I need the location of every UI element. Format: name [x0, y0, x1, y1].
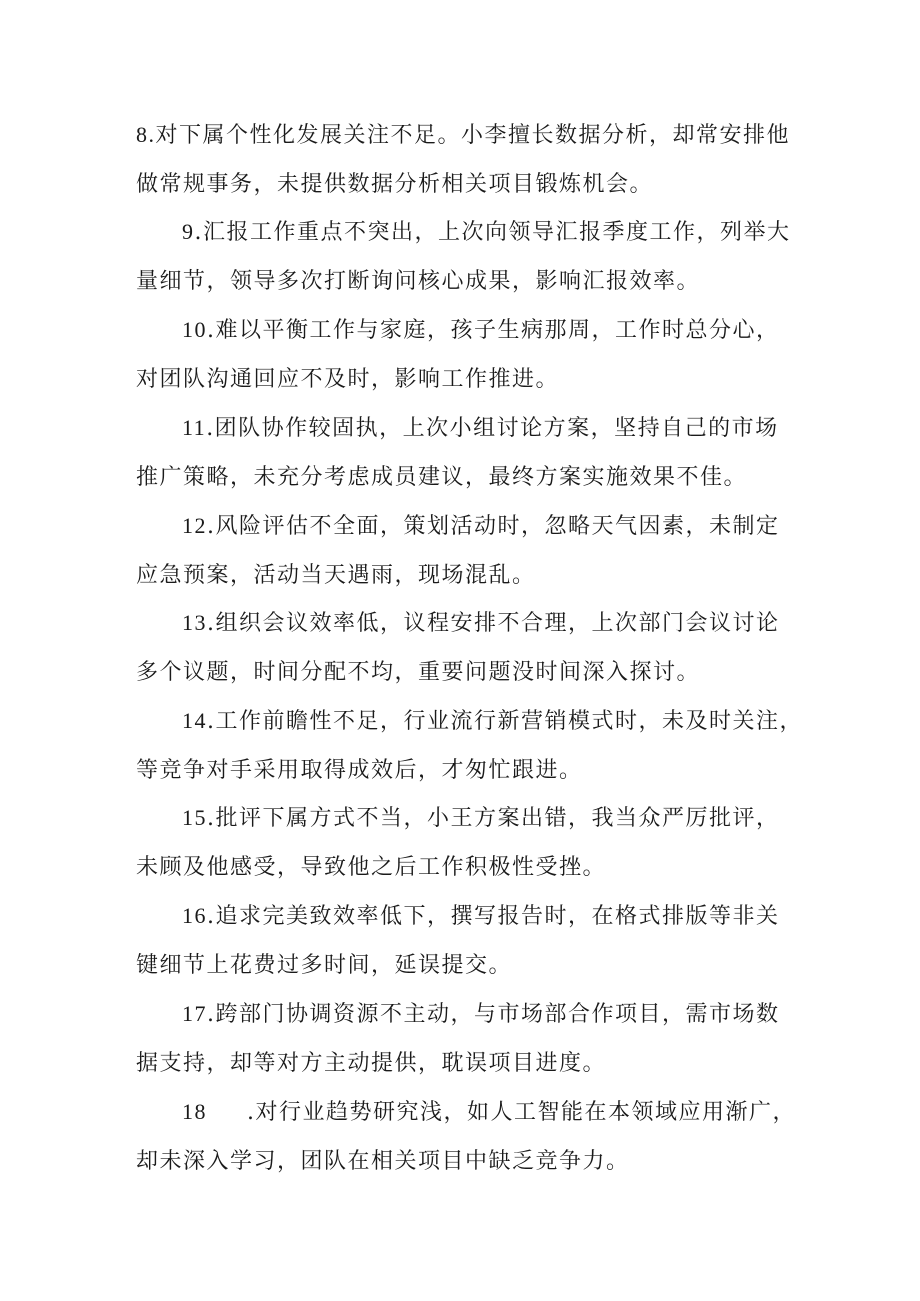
item-text: .风险评估不全面，策划活动时，忽略天气因素，未制定: [207, 514, 780, 539]
list-item-8-line-2: 做常规事务，未提供数据分析相关项目锻炼机会。: [136, 172, 654, 197]
item-text: .跨部门协调资源不主动，与市场部合作项目，需市场数: [207, 1002, 780, 1027]
list-item-14-line-2: 等竞争对手采用取得成效后，才匆忙跟进。: [136, 758, 583, 783]
item-number: 9: [182, 219, 195, 244]
item-number: 12: [182, 513, 207, 538]
item-text: .难以平衡工作与家庭，孩子生病那周，工作时总分心，: [207, 318, 780, 343]
list-item-16: [136, 891, 800, 990]
list-item-18: [136, 1087, 800, 1186]
list-item-9-line-2: 量细节，领导多次打断询问核心成果，影响汇报效率。: [136, 269, 701, 294]
list-item-11-line-2: 推广策略，未充分考虑成员建议，最终方案实施效果不佳。: [136, 465, 748, 490]
item-number: 17: [182, 1001, 207, 1026]
list-item-15-line-1: [136, 793, 800, 843]
item-text: .组织会议效率低，议程安排不合理，上次部门会议讨论: [207, 611, 780, 636]
item-text: .汇报工作重点不突出，上次向领导汇报季度工作，列举大: [194, 220, 791, 245]
list-item-16-line-2: 键细节上花费过多时间，延误提交。: [136, 953, 513, 978]
list-item-10-line-2: 对团队沟通回应不及时，影响工作推进。: [136, 367, 560, 392]
list-item-13-line-2: 多个议题，时间分配不均，重要问题没时间深入探讨。: [136, 660, 701, 685]
item-number: 13: [182, 610, 207, 635]
item-text: 对下属个性化发展关注不足。小李擅长数据分析，却常安排他: [155, 123, 791, 148]
item-number: 18: [182, 1099, 207, 1124]
list-item-8-line-1: [136, 110, 800, 160]
list-item-15: [136, 793, 800, 892]
item-number: 14: [182, 708, 207, 733]
list-item-13: [136, 598, 800, 697]
list-item-17-line-2: 据支持，却等对方主动提供，耽误项目进度。: [136, 1051, 607, 1076]
list-item-14-line-1: [136, 696, 803, 746]
item-number: 11: [182, 415, 207, 440]
item-text: .团队协作较固执，上次小组讨论方案，坚持自己的市场: [206, 416, 779, 441]
list-item-14: [136, 696, 803, 795]
list-item-15-line-2: 未顾及他感受，导致他之后工作积极性受挫。: [136, 855, 607, 880]
list-item-12-line-2: 应急预案，活动当天遇雨，现场混乱。: [136, 563, 536, 588]
item-number: 8.: [136, 122, 156, 147]
item-number: 16: [182, 903, 207, 928]
list-item-11: [136, 403, 800, 502]
list-item-18-line-1: [136, 1087, 800, 1137]
list-item-18-line-2: 却未深入学习，团队在相关项目中缺乏竞争力。: [136, 1149, 630, 1174]
list-item-9: [136, 207, 800, 306]
item-text: .批评下属方式不当，小王方案出错，我当众严厉批评，: [207, 806, 780, 831]
list-item-11-line-1: [136, 403, 800, 453]
list-item-17-line-1: [136, 989, 800, 1039]
item-number: 15: [182, 805, 207, 830]
item-text: .工作前瞻性不足，行业流行新营销模式时，未及时关注，: [207, 709, 803, 734]
list-item-8: [136, 110, 800, 209]
item-number: 10: [182, 317, 207, 342]
item-text: .追求完美致效率低下，撰写报告时，在格式排版等非关: [207, 904, 780, 929]
list-item-9-line-1: [136, 207, 800, 257]
list-item-17: [136, 989, 800, 1088]
item-text: .对行业趋势研究浅，如人工智能在本领域应用渐广，: [247, 1100, 796, 1125]
list-item-12: [136, 501, 800, 600]
list-item-16-line-1: [136, 891, 800, 941]
list-item-10-line-1: [136, 305, 800, 355]
list-item-10: [136, 305, 800, 404]
list-item-13-line-1: [136, 598, 800, 648]
list-item-12-line-1: [136, 501, 800, 551]
